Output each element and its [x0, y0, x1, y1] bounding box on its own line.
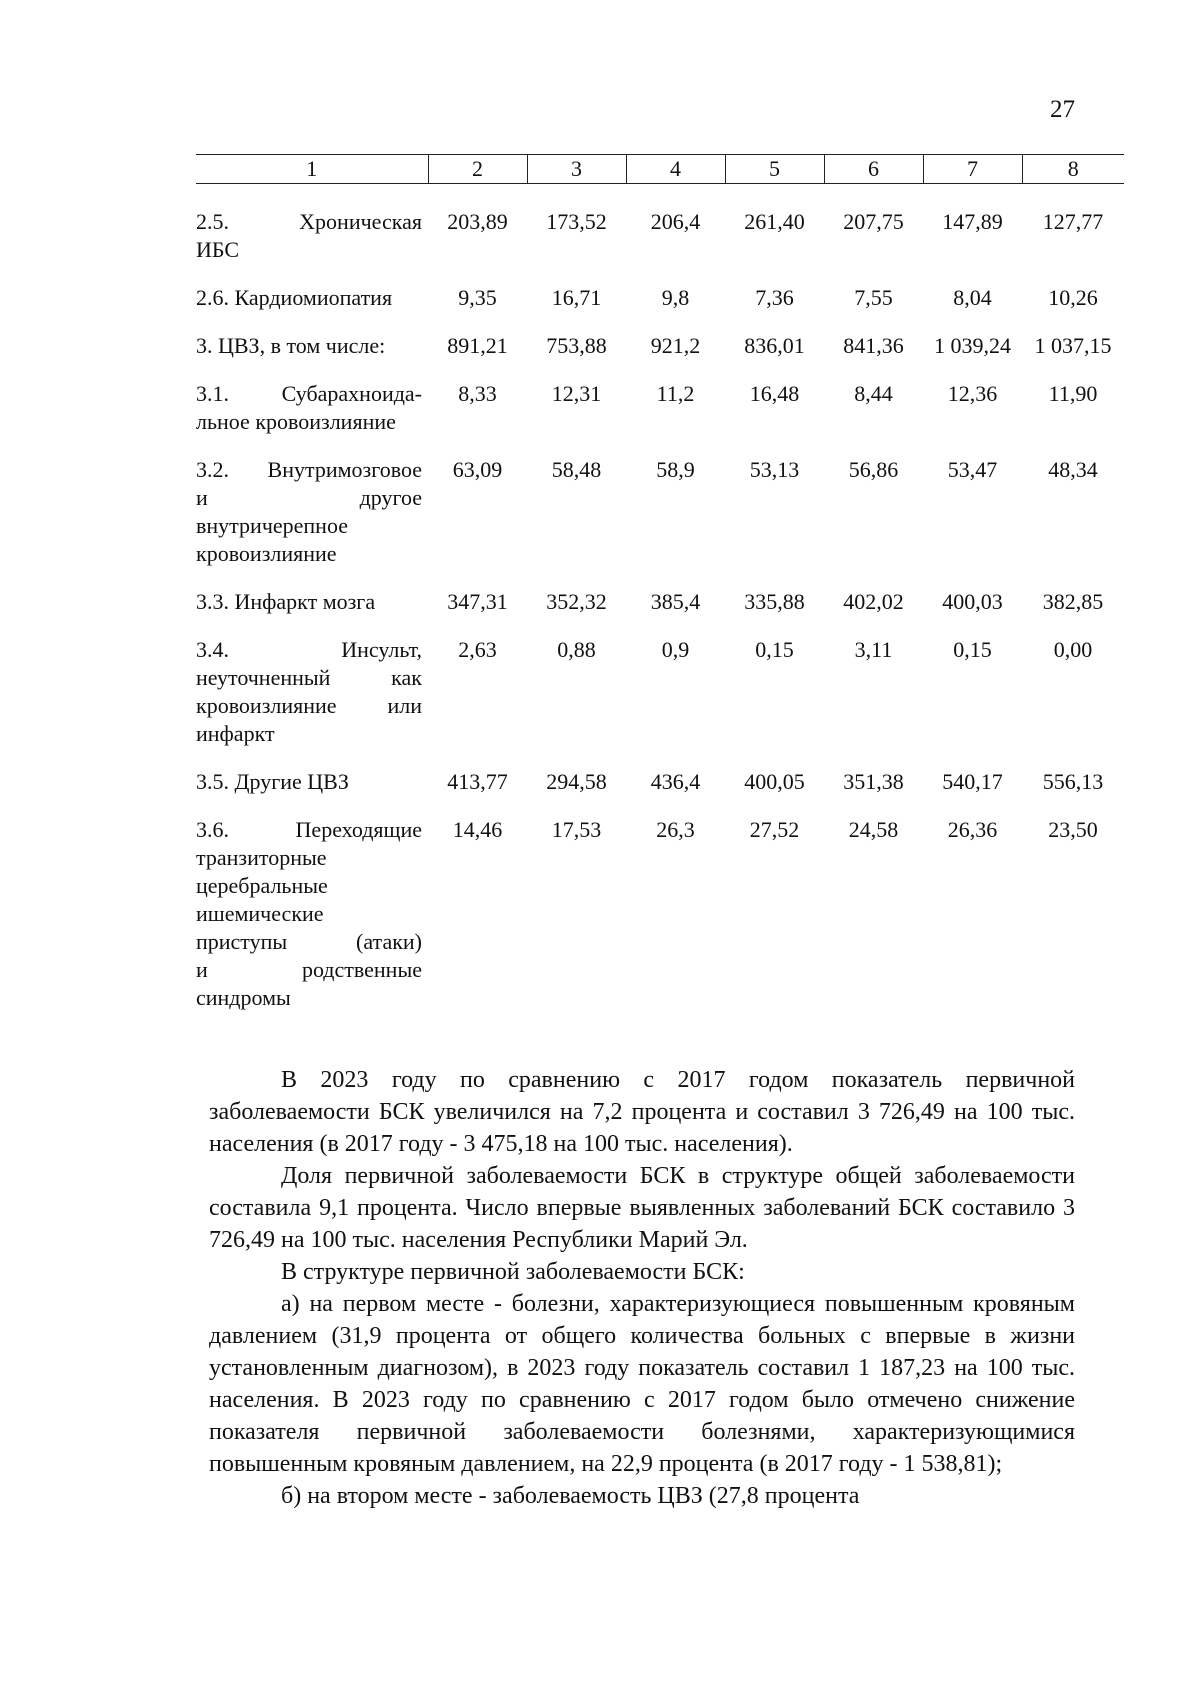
table-row: [196, 616, 1124, 748]
table-row: [196, 436, 1124, 568]
value-cell: 556,13: [1042, 769, 1104, 794]
value-cell: 0,9: [661, 637, 690, 662]
value-cell: 26,36: [947, 817, 998, 842]
value-cell: 10,26: [1048, 285, 1098, 310]
value-cell: 841,36: [843, 333, 904, 358]
value-cell: 16,71: [551, 285, 602, 310]
row-label-line: инфаркт: [196, 721, 275, 746]
value-cell: 24,58: [848, 817, 899, 842]
paragraph: В 2023 году по сравнению с 2017 годом показатель первичной заболеваемости БСК увеличился на 7,2 процента и составил 3 726,49 на 100 тыс. населения (в 2017 году - 3 475,18 на 100 тыс. населения).: [209, 1067, 1075, 1157]
table-header-row: [196, 155, 1124, 184]
row-label-line: кровоизлияние или: [196, 693, 422, 718]
paragraph: Доля первичной заболеваемости БСК в структуре общей заболеваемости составила 9,1 процента. Число впервые выявленных заболеваний БСК составило 3 726,49 на 100 тыс. населения Республики Марий Эл.: [209, 1163, 1075, 1253]
value-cell: 127,77: [1042, 209, 1104, 234]
value-cell: 17,53: [551, 817, 602, 842]
paragraph: б) на втором месте - заболеваемость ЦВЗ (27,8 процента: [281, 1483, 860, 1509]
value-cell: 206,4: [650, 209, 701, 234]
value-cell: 753,88: [546, 333, 607, 358]
value-cell: 207,75: [843, 209, 904, 234]
row-label-line: и родственные: [196, 957, 422, 982]
value-cell: 8,44: [854, 381, 893, 406]
value-cell: 7,36: [755, 285, 794, 310]
table-row: [196, 360, 1124, 436]
value-cell: 400,05: [744, 769, 805, 794]
row-label-line: 2.5. Хроническая: [196, 209, 422, 234]
row-label: [196, 184, 428, 265]
header-cell: 7: [923, 155, 1022, 184]
table-row: [196, 264, 1124, 312]
value-cell: 385,4: [650, 589, 701, 614]
row-label-line: транзиторные: [196, 845, 327, 870]
value-cell: 9,8: [661, 285, 690, 310]
row-label-line: 3.4. Инсульт,: [196, 637, 422, 662]
table-row: [196, 568, 1124, 616]
row-label: [196, 796, 428, 1012]
value-cell: 173,52: [546, 209, 607, 234]
value-cell: 58,48: [551, 457, 602, 482]
value-cell: 53,47: [947, 457, 998, 482]
row-label-line: и другое: [196, 485, 422, 510]
value-cell: 48,34: [1048, 457, 1098, 482]
row-label: [196, 264, 428, 312]
value-cell: 7,55: [854, 285, 893, 310]
value-cell: 261,40: [744, 209, 805, 234]
value-cell: 335,88: [744, 589, 805, 614]
value-cell: 58,9: [656, 457, 695, 482]
table-row: [196, 748, 1124, 796]
value-cell: 8,33: [458, 381, 497, 406]
row-label-line: неуточненный как: [196, 665, 422, 690]
value-cell: 23,50: [1048, 817, 1098, 842]
value-cell: 14,46: [452, 817, 503, 842]
header-cell: 1: [196, 155, 428, 184]
table-row: [196, 796, 1124, 1012]
row-label-line: ИБС: [196, 237, 240, 262]
row-label-line: приступы (атаки): [196, 929, 422, 954]
header-cell: 3: [527, 155, 626, 184]
header-cell: 5: [725, 155, 824, 184]
row-label-line: 3.5. Другие ЦВЗ: [196, 769, 349, 794]
row-label-line: синдромы: [196, 985, 291, 1010]
value-cell: 0,00: [1053, 637, 1093, 662]
row-label-line: 3.6. Переходящие: [196, 817, 422, 842]
value-cell: 540,17: [942, 769, 1003, 794]
row-label-line: ишемические: [196, 901, 324, 926]
page-number: 27: [1050, 96, 1075, 123]
value-cell: 8,04: [953, 285, 992, 310]
body-text: [209, 1064, 1075, 1512]
value-cell: 351,38: [843, 769, 904, 794]
value-cell: 0,88: [557, 637, 596, 662]
paragraph: В структуре первичной заболеваемости БСК:: [281, 1259, 745, 1285]
value-cell: 352,32: [546, 589, 607, 614]
value-cell: 921,2: [650, 333, 701, 358]
row-label-line: 3.3. Инфаркт мозга: [196, 589, 376, 614]
value-cell: 891,21: [447, 333, 508, 358]
value-cell: 11,2: [656, 381, 695, 406]
row-label: [196, 568, 428, 616]
value-cell: 2,63: [458, 637, 497, 662]
value-cell: 0,15: [755, 637, 794, 662]
value-cell: 0,15: [953, 637, 992, 662]
value-cell: 382,85: [1042, 589, 1104, 614]
row-label-line: внутричерепное: [196, 513, 348, 538]
row-label: [196, 312, 428, 360]
value-cell: 53,13: [749, 457, 800, 482]
value-cell: 400,03: [942, 589, 1003, 614]
value-cell: 402,02: [843, 589, 904, 614]
value-cell: 203,89: [447, 209, 508, 234]
morbidity-table: [196, 154, 1124, 1012]
value-cell: 63,09: [452, 457, 503, 482]
value-cell: 413,77: [447, 769, 508, 794]
row-label-line: церебральные: [196, 873, 328, 898]
row-label-line: 3.1. Субарахноида-: [196, 381, 422, 406]
value-cell: 16,48: [749, 381, 800, 406]
value-cell: 12,36: [947, 381, 998, 406]
row-label-line: кровоизлияние: [196, 541, 337, 566]
value-cell: 56,86: [848, 457, 899, 482]
value-cell: 12,31: [551, 381, 602, 406]
value-cell: 147,89: [942, 209, 1003, 234]
value-cell: 9,35: [458, 285, 497, 310]
row-label-line: 2.6. Кардиомиопатия: [196, 285, 393, 310]
value-cell: 3,11: [854, 637, 893, 662]
header-cell: 4: [626, 155, 725, 184]
header-cell: 6: [824, 155, 923, 184]
value-cell: 11,90: [1048, 381, 1098, 406]
row-label: [196, 360, 428, 436]
value-cell: 347,31: [447, 589, 508, 614]
row-label-line: льное кровоизлияние: [196, 409, 396, 434]
row-label-line: 3. ЦВЗ, в том числе:: [196, 333, 386, 358]
paragraph: а) на первом месте - болезни, характеризующиеся повышенным кровяным давлением (31,9 процента от общего количества больных с впервые в жизни установленным диагнозом), в 2023 году показатель составил 1 187,23 на 100 тыс. населения. В 2023 году по сравнению с 2017 годом было отмечено снижение показателя первичной заболеваемости болезнями, характеризующимися повышенным кровяным давлением, на 22,9 процента (в 2017 году - 1 538,81);: [209, 1291, 1075, 1477]
value-cell: 294,58: [546, 769, 607, 794]
value-cell: 436,4: [650, 769, 701, 794]
table-row: [196, 184, 1124, 265]
header-cell: 8: [1022, 155, 1124, 184]
value-cell: 27,52: [749, 817, 800, 842]
value-cell: 1 039,24: [934, 333, 1011, 358]
value-cell: 1 037,15: [1034, 333, 1112, 358]
value-cell: 836,01: [744, 333, 805, 358]
header-cell: 2: [428, 155, 527, 184]
row-label-line: 3.2. Внутримозговое: [196, 457, 422, 482]
row-label: [196, 748, 428, 796]
value-cell: 26,3: [656, 817, 695, 842]
table-row: [196, 312, 1124, 360]
row-label: [196, 616, 428, 748]
row-label: [196, 436, 428, 568]
